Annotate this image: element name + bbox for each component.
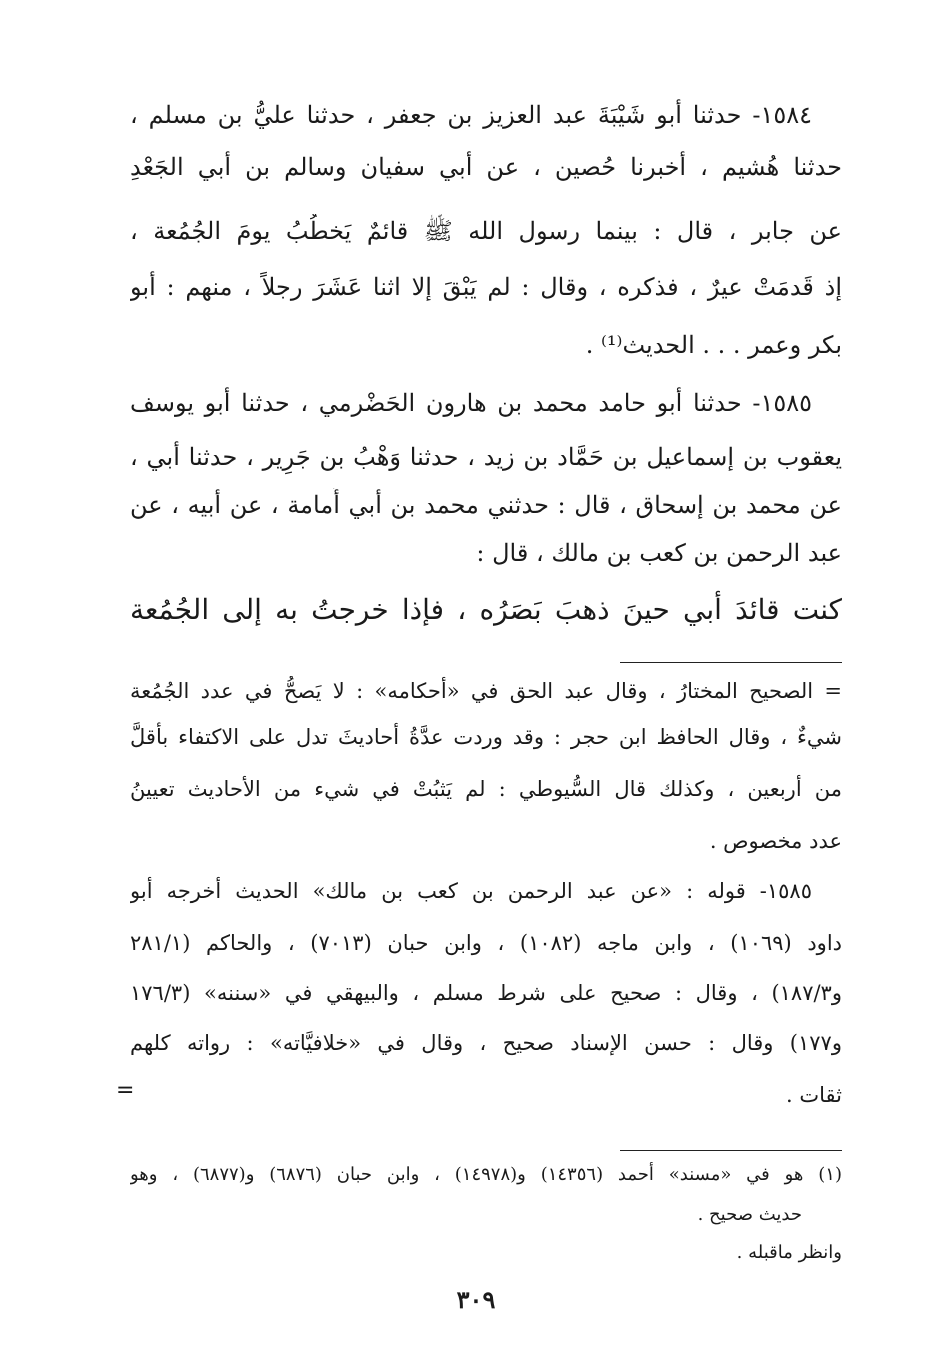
commentary-1585-line-2: داود (١٠٦٩) ، وابن ماجه (١٠٨٢) ، وابن حبان (٧٠١٣) ، والحاكم (٢٨١/١ — [130, 931, 842, 955]
hadith-1585-line-2: يعقوب بن إسماعيل بن حَمَّاد بن زيد ، حدثنا وَهْبُ بن جَرِير ، حدثنا أبي ، — [130, 443, 842, 471]
hadith-1584-line-3: عن جابر ، قال : بينما رسول الله ﷺ قائمٌ يَخطُبُ يومَ الجُمُعة ، — [130, 217, 842, 245]
footnote-separator — [620, 1150, 842, 1151]
commentary-1585-line-5: ثقات . — [786, 1083, 842, 1107]
continuation-mark: = — [116, 1078, 135, 1103]
page-number: ٣٠٩ — [456, 1285, 496, 1314]
hadith-1585-line-4: عبد الرحمن بن كعب بن مالك ، قال : — [476, 539, 842, 567]
commentary-separator — [620, 662, 842, 663]
hadith-1585-line-3: عن محمد بن إسحاق ، قال : حدثني محمد بن أبي أُمامة ، عن أبيه ، عن — [130, 491, 842, 519]
commentary-continuation-line-2: شيءٌ ، وقال الحافظ ابن حجر : وقد وردت عدَّةُ أحاديثَ تدل على الاكتفاء بأقلَّ — [130, 725, 842, 749]
hadith-1585-line-5: كنت قائدَ أبي حينَ ذهبَ بَصَرُه ، فإذا خرجتُ به إلى الجُمُعة — [130, 593, 842, 626]
commentary-continuation-line-3: من أربعين ، وكذلك قال السُّيوطي : لم يَثبُتْ في شيء من الأحاديث تعيينُ — [130, 777, 842, 801]
hadith-1584-line-5: بكر وعمر . . . الحديث⁽¹⁾ . — [585, 331, 842, 359]
commentary-1585-line-1: ١٥٨٥- قوله : «عن عبد الرحمن بن كعب بن مالك» الحديث أخرجه أبو — [130, 879, 812, 903]
footnote-line-1: (١) هو في «مسند» أحمد (١٤٣٥٦) و(١٤٩٧٨) ، وابن حبان (٦٨٧٦) و(٦٨٧٧) ، وهو — [130, 1164, 842, 1185]
commentary-1585-line-3: و١٨٧/٣) ، وقال : صحيح على شرط مسلم ، والبيهقي في «سننه» (١٧٦/٣ — [130, 981, 842, 1005]
commentary-continuation-line-1: = الصحيح المختارُ ، وقال عبد الحق في «أحكامه» : لا يَصحُّ في عدد الجُمُعة — [130, 679, 842, 703]
hadith-1584-line-4: إذ قَدمَتْ عيرٌ ، فذكره ، وقال : لم يَبْقَ إلا اثنا عَشَرَ رجلاً ، منهم : أبو — [130, 273, 842, 301]
hadith-1584-line-2: حدثنا هُشيم ، أخبرنا حُصين ، عن أبي سفيان وسالم بن أبي الجَعْدِ — [130, 153, 842, 181]
commentary-1585-line-4: و١٧٧) وقال : حسن الإسناد صحيح ، وقال في «خلافيَّاته» : رواته كلهم — [130, 1031, 842, 1055]
footnote-line-2: حديث صحيح . — [697, 1204, 802, 1225]
commentary-continuation-line-4: عدد مخصوص . — [709, 829, 842, 853]
footnote-line-3: وانظر ماقبله . — [736, 1242, 842, 1263]
hadith-1585-line-1: ١٥٨٥- حدثنا أبو حامد محمد بن هارون الحَضْرمي ، حدثنا أبو يوسف — [130, 389, 812, 417]
hadith-1584-line-1: ١٥٨٤- حدثنا أبو شَيْبَةَ عبد العزيز بن جعفر ، حدثنا عليُّ بن مسلم ، — [130, 101, 812, 129]
